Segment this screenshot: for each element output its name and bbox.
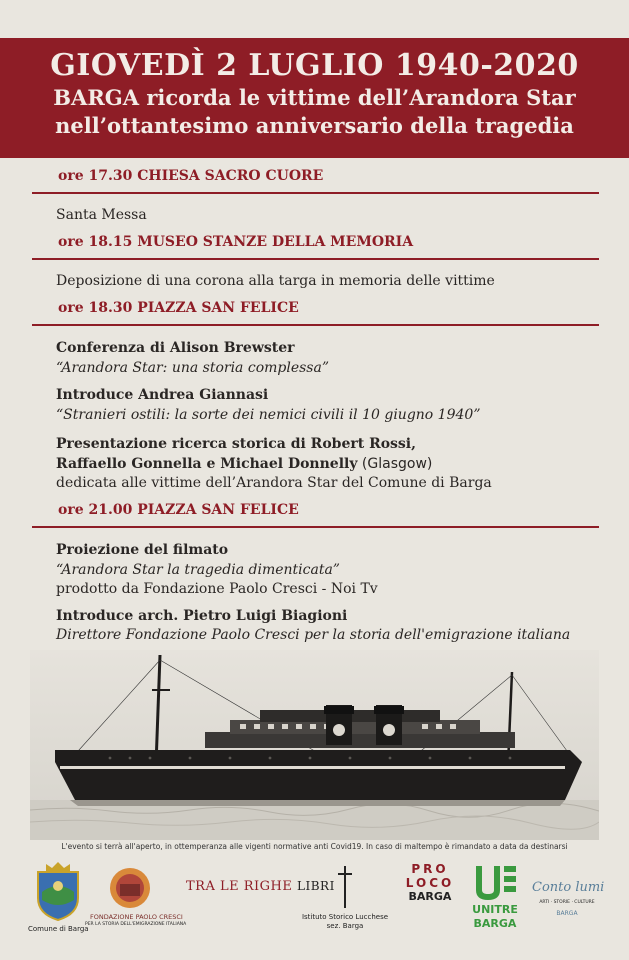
pro-loco-line-1: PRO bbox=[411, 862, 449, 876]
comune-caption: Comune di Barga bbox=[28, 925, 89, 933]
event-3-line-3: Introduce Andrea Giannasi bbox=[56, 387, 269, 403]
pro-loco-line-2: LOCO bbox=[405, 876, 455, 890]
event-4-line-5: Direttore Fondazione Paolo Cresci per la storia dell'emigrazione italiana bbox=[56, 627, 571, 643]
comune-crest-icon bbox=[32, 858, 84, 922]
event-3-line-6-names: Raffaello Gonnella e Michael Donnelly bbox=[56, 456, 358, 472]
event-4-line-4: Introduce arch. Pietro Luigi Biagioni bbox=[56, 608, 348, 624]
conto-lumi-town: BARGA bbox=[556, 910, 578, 917]
fondazione-caption-1: FONDAZIONE PAOLO CRESCI bbox=[90, 913, 183, 921]
event-3-line-6 bbox=[56, 455, 432, 473]
event-4-line-2: “Arandora Star la tragedia dimenticata” bbox=[56, 562, 340, 578]
event-3-line-5: Presentazione ricerca storica di Robert Rossi, bbox=[56, 436, 417, 452]
divider bbox=[32, 258, 599, 260]
tra-le-righe-logo bbox=[186, 879, 335, 894]
event-4-line-1: Proiezione del filmato bbox=[56, 542, 229, 558]
event-1-line: Santa Messa bbox=[56, 207, 147, 223]
event-3-line-2: “Arandora Star: una storia complessa” bbox=[56, 360, 329, 376]
header-banner bbox=[0, 38, 629, 158]
tra-le-righe-name: TRA LE RIGHE bbox=[186, 879, 293, 894]
tra-le-righe-libri: LIBRI bbox=[297, 879, 335, 893]
conto-lumi-tagline: ARTI · STORIE · CULTURE bbox=[539, 900, 595, 905]
unitre-caption-1: UNITRE bbox=[472, 903, 518, 916]
istituto-caption-2: sez. Barga bbox=[326, 922, 364, 930]
fondazione-logo-icon bbox=[108, 866, 152, 910]
istituto-caption-1: Istituto Storico Lucchese bbox=[301, 913, 389, 921]
weather-notice: L'evento si terrà all'aperto, in ottemperanza alle vigenti normative anti Covid19. In caso di maltempo è rimandato a data da destinarsi bbox=[61, 842, 568, 851]
page-title: GIOVEDÌ 2 LUGLIO 1940-2020 bbox=[50, 48, 579, 83]
unitre-logo-icon bbox=[472, 864, 518, 902]
subtitle-line-2: nell’ottantesimo anniversario della tragedia bbox=[55, 113, 574, 138]
sword-icon bbox=[336, 864, 354, 910]
ship-photo bbox=[30, 650, 599, 840]
conto-lumi-title: Conto lumi bbox=[532, 880, 605, 895]
event-4-line-3: prodotto da Fondazione Paolo Cresci - Noi Tv bbox=[56, 581, 378, 597]
event-3-line-7: dedicata alle vittime dell’Arandora Star del Comune di Barga bbox=[56, 475, 492, 491]
divider bbox=[32, 324, 599, 326]
event-2-heading: ore 18.15 MUSEO STANZE DELLA MEMORIA bbox=[58, 234, 414, 250]
divider bbox=[32, 526, 599, 528]
event-3-line-6-place: (Glasgow) bbox=[357, 456, 433, 472]
event-1-heading: ore 17.30 CHIESA SACRO CUORE bbox=[58, 168, 324, 184]
divider bbox=[32, 192, 599, 194]
fondazione-caption-2: PER LA STORIA DELL'EMIGRAZIONE ITALIANA bbox=[85, 922, 187, 927]
pro-loco-logo bbox=[404, 862, 456, 903]
event-3-line-4: “Stranieri ostili: la sorte dei nemici civili il 10 giugno 1940” bbox=[56, 407, 481, 423]
unitre-caption-2: BARGA bbox=[473, 917, 517, 930]
event-3-heading: ore 18.30 PIAZZA SAN FELICE bbox=[58, 300, 299, 316]
subtitle-line-1: BARGA ricorda le vittime dell’Arandora Star bbox=[53, 85, 576, 110]
event-2-line: Deposizione di una corona alla targa in memoria delle vittime bbox=[56, 273, 495, 289]
event-3-line-1: Conferenza di Alison Brewster bbox=[56, 340, 295, 356]
event-4-heading: ore 21.00 PIAZZA SAN FELICE bbox=[58, 502, 299, 518]
pro-loco-line-3: BARGA bbox=[408, 890, 452, 903]
